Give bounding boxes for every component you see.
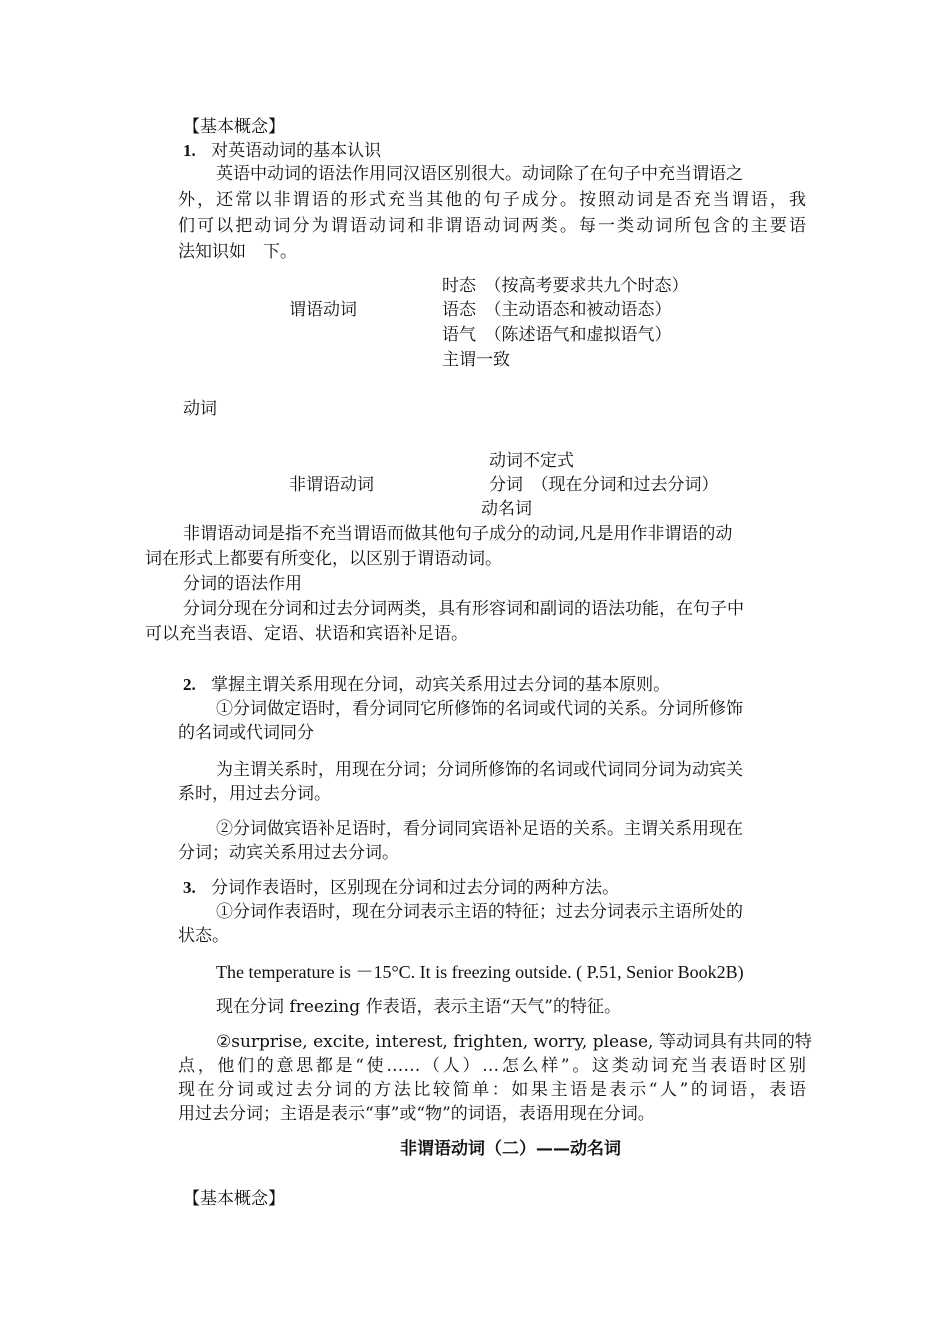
participle-line: 分词分现在分词和过去分词两类，具有形容词和副词的语法功能，在句子中 [183, 599, 744, 619]
item-title: 对英语动词的基本认识 [211, 141, 382, 161]
nonpredicate-item: 动名词 [481, 499, 532, 519]
definition-line: 非谓语动词是指不充当谓语而做其他句子成分的动词,凡是用作非谓语的动 [183, 524, 733, 544]
body-line: 为主谓关系时，用现在分词；分词所修饰的名词或代词同分词为动宾关 [216, 760, 743, 780]
body-line: 系时，用过去分词。 [178, 784, 331, 804]
section-header: 【基本概念】 [183, 117, 285, 137]
intro-line: 法知识如 下。 [178, 242, 297, 262]
body-line: 点，他们的意思都是“使……（人）…怎么样”。这类动词充当表语时区别 [178, 1056, 806, 1076]
body-line: 用过去分词；主语是表示“事”或“物”的词语，表语用现在分词。 [178, 1104, 655, 1124]
item-title: 分词作表语时，区别现在分词和过去分词的两种方法。 [211, 878, 620, 898]
intro-line: 们可以把动词分为谓语动词和非谓语动词两类。每一类动词所包含的主要语 [178, 216, 806, 236]
body-line: ①分词做定语时，看分词同它所修饰的名词或代词的关系。分词所修饰 [216, 699, 743, 719]
item-1-heading [183, 140, 381, 162]
body-line: 状态。 [178, 926, 229, 946]
section-2-title: 非谓语动词（二）——动名词 [400, 1139, 621, 1159]
definition-line: 词在形式上都要有所变化，以区别于谓语动词。 [145, 549, 502, 569]
body-line: ①分词作表语时，现在分词表示主语的特征；过去分词表示主语所处的 [216, 902, 743, 922]
body-line: 现在分词或过去分词的方法比较简单：如果主语是表示“人”的词语，表语 [178, 1080, 806, 1100]
verb-root-label: 动词 [183, 399, 217, 419]
body-line: ②分词做宾语补足语时，看分词同宾语补足语的关系。主谓关系用现在 [216, 819, 743, 839]
example-explanation: 现在分词 freezing 作表语，表示主语“天气”的特征。 [216, 997, 621, 1017]
body-line: 分词；动宾关系用过去分词。 [178, 843, 399, 863]
predicate-item: 语气 （陈述语气和虚拟语气） [442, 325, 672, 345]
predicate-item: 语态 （主动语态和被动语态） [442, 300, 672, 320]
item-2-heading [183, 674, 670, 696]
nonpredicate-item: 动词不定式 [489, 451, 574, 471]
body-line: ②surprise, excite, interest, frighten, worry, please, 等动词具有共同的特 [216, 1032, 812, 1052]
example-sentence: The temperature is －15°C. It is freezing outside. ( P.51, Senior Book2B) [216, 962, 744, 982]
nonpredicate-verb-label: 非谓语动词 [289, 475, 374, 495]
item-number: 2. [183, 675, 196, 694]
item-number: 3. [183, 878, 196, 897]
item-3-heading [183, 877, 619, 899]
item-number: 1. [183, 141, 196, 160]
predicate-verb-label: 谓语动词 [289, 300, 357, 320]
section-header: 【基本概念】 [183, 1189, 285, 1209]
intro-line: 外，还常以非谓语的形式充当其他的句子成分。按照动词是否充当谓语，我 [178, 190, 806, 210]
item-title: 掌握主谓关系用现在分词，动宾关系用过去分词的基本原则。 [211, 675, 671, 695]
body-line: 的名词或代词同分 [178, 723, 314, 743]
intro-line: 英语中动词的语法作用同汉语区别很大。动词除了在句子中充当谓语之 [216, 164, 743, 184]
participle-line: 可以充当表语、定语、状语和宾语补足语。 [145, 624, 468, 644]
nonpredicate-item: 分词 （现在分词和过去分词） [489, 475, 719, 495]
participle-heading: 分词的语法作用 [183, 574, 302, 594]
predicate-item: 时态 （按高考要求共九个时态） [442, 276, 689, 296]
predicate-item: 主谓一致 [442, 350, 510, 370]
